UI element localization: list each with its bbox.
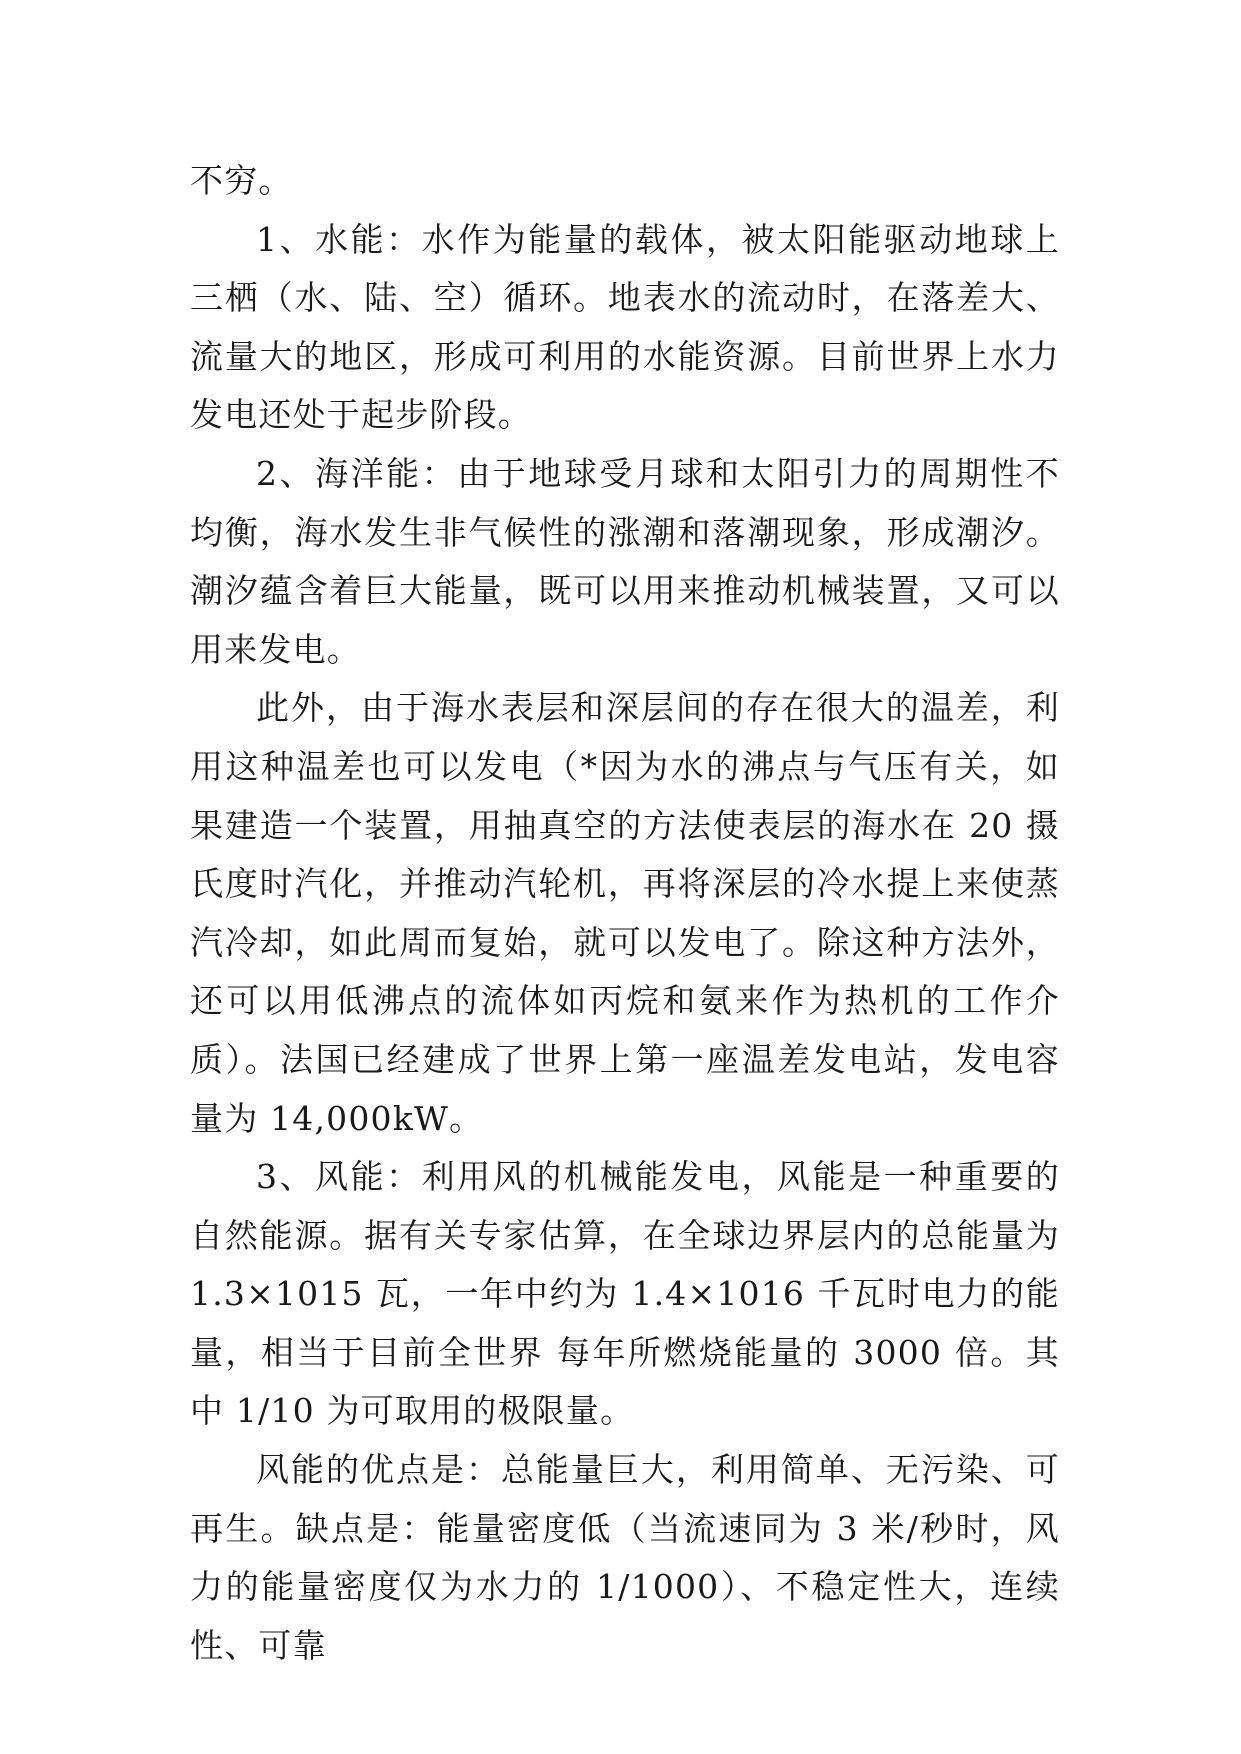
paragraph-continuation: 不穷。 bbox=[190, 161, 293, 200]
paragraph-thermal-gradient: 此外，由于海水表层和深层间的存在很大的温差，利用这种温差也可以发电（*因为水的沸点与气压有关，如果建造一个装置，用抽真空的方法使表层的海水在 20 摄氏度时汽化，并推动汽轮机，再将深层的冷水提上来使蒸汽冷却，如此周而复始，就可以发电了。除这种方法外，还可以用低沸点的流体如丙烷和氨来作为热机的工作介质）。法国已经建成了世界上第一座温差发电站，发电容量为 14,000kW。 bbox=[190, 688, 1060, 1138]
paragraph-hydro-energy: 1、水能：水作为能量的载体，被太阳能驱动地球上三栖（水、陆、空）循环。地表水的流动时，在落差大、流量大的地区，形成可利用的水能资源。目前世界上水力发电还处于起步阶段。 bbox=[190, 219, 1060, 435]
document-body bbox=[190, 152, 1060, 1675]
paragraph-wind-pros-cons: 风能的优点是：总能量巨大，利用简单、无污染、可再生。缺点是：能量密度低（当流速同为 3 米/秒时，风力的能量密度仅为水力的 1/1000）、不稳定性大，连续性、可靠 bbox=[190, 1450, 1060, 1665]
paragraph-ocean-energy: 2、海洋能：由于地球受月球和太阳引力的周期性不均衡，海水发生非气候性的涨潮和落潮现象，形成潮汐。潮汐蕴含着巨大能量，既可以用来推动机械装置，又可以用来发电。 bbox=[190, 453, 1060, 669]
paragraph-wind-energy: 3、风能：利用风的机械能发电，风能是一种重要的自然能源。据有关专家估算，在全球边界层内的总能量为 1.3×1015 瓦，一年中约为 1.4×1016 千瓦时电力的能量，相当于目前全世界 每年所燃烧能量的 3000 倍。其中 1/10 为可取用的极限量。 bbox=[190, 1157, 1060, 1431]
